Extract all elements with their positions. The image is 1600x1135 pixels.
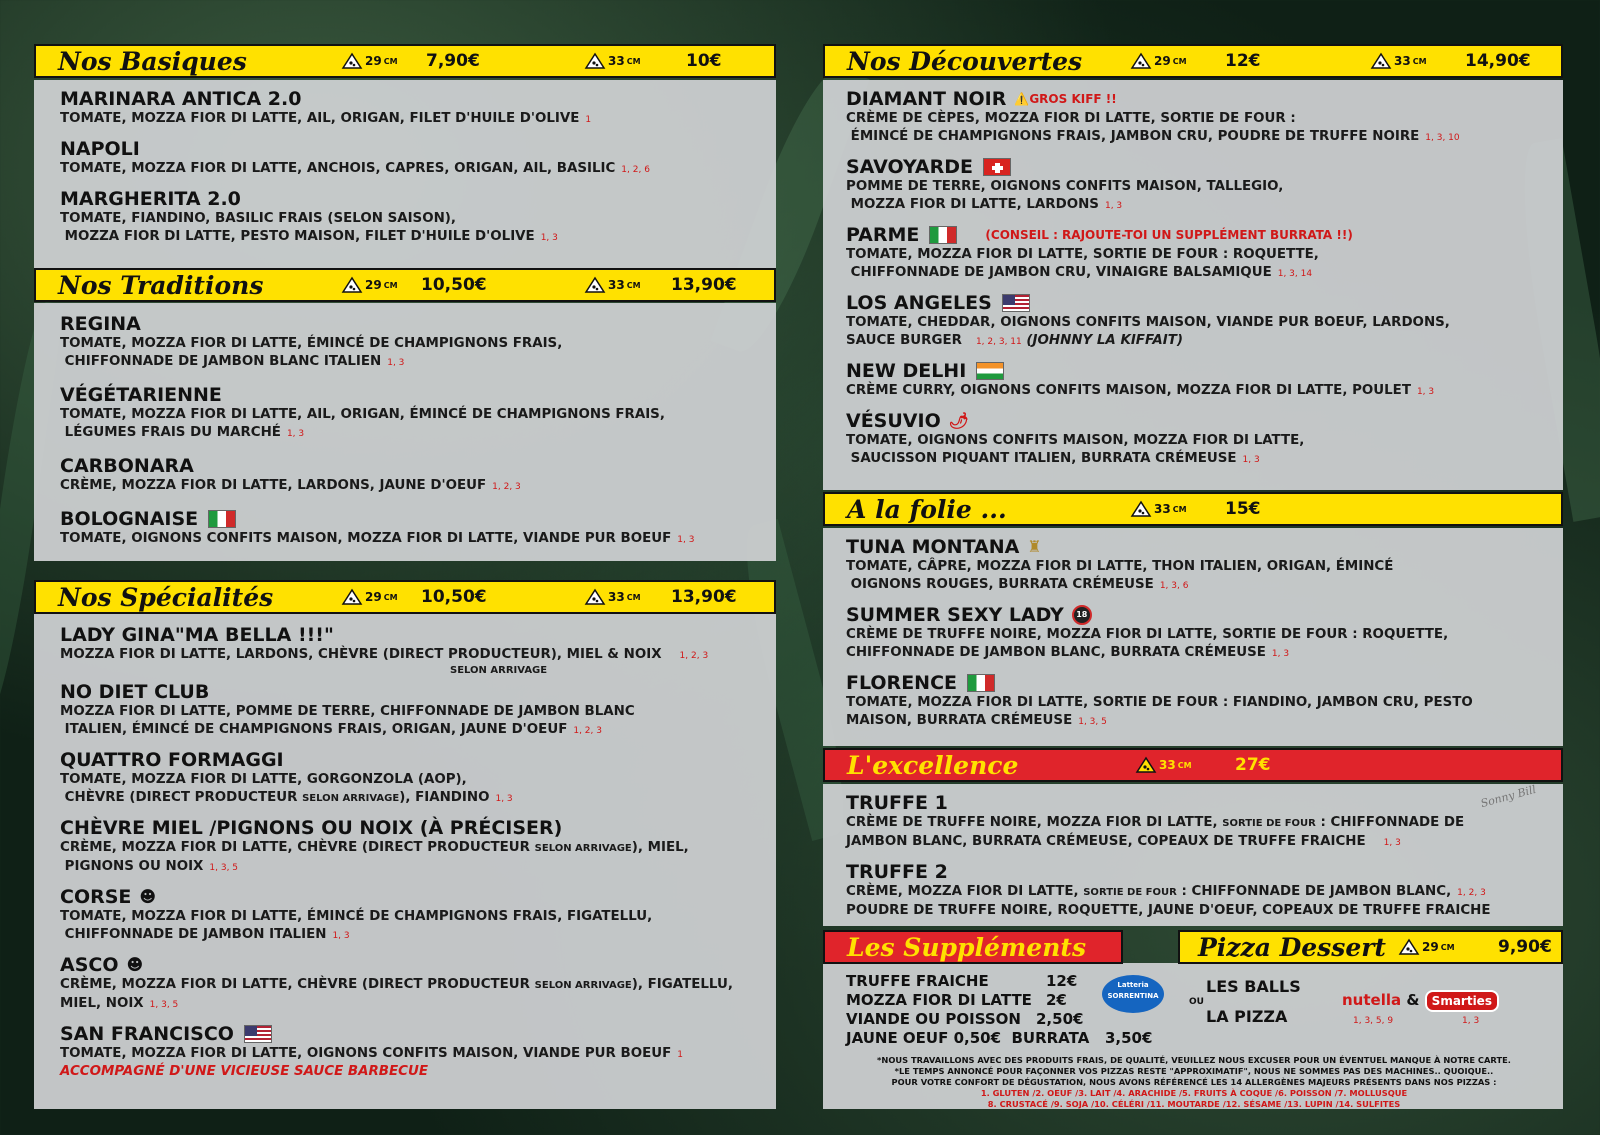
desc-text: CHÈVRE (DIRECT PRODUCTEUR: [64, 790, 303, 805]
desc-text: POUDRE DE TRUFFE NOIRE, ROQUETTE, JAUNE D'OEUF, COPEAUX DE TRUFFE FRAICHE: [846, 903, 1491, 918]
section-title: Nos Découvertes: [847, 46, 1083, 76]
desc-text: TOMATE, MOZZA FIOR DI LATTE, SORTIE DE FOUR : ROQUETTE,: [846, 247, 1319, 262]
india-flag-icon: [976, 362, 1004, 380]
pizza-name: [846, 224, 1558, 246]
desc-text: ), FIGATELLU,: [631, 977, 733, 992]
pizza-desc: [846, 246, 1558, 283]
size-unit: CM: [383, 592, 398, 602]
desc-text: SAUCISSON PIQUANT ITALIEN, BURRATA CRÉMEUSE: [850, 451, 1237, 466]
desc-text: TOMATE, MOZZA FIOR DI LATTE, AIL, ORIGAN, ÉMINCÉ DE CHAMPIGNONS FRAIS,: [60, 407, 665, 422]
desc-text: ), FIANDINO: [399, 790, 490, 805]
menu-item: [60, 749, 775, 808]
desc-text: SORTIE DE FOUR: [1222, 818, 1316, 829]
desc-text: TOMATE, MOZZA FIOR DI LATTE, OIGNONS CONFITS MAISON, VIANDE PUR BOEUF: [60, 1046, 672, 1061]
desc-text: : CHIFFONNADE DE JAMBON BLANC,: [1176, 884, 1452, 899]
pizza-desc: [60, 110, 760, 129]
pizza-name: [846, 156, 1558, 178]
desc-text: CHIFFONNADE DE JAMBON ITALIEN: [64, 927, 327, 942]
legal-line: *NOUS TRAVAILLONS AVEC DES PRODUITS FRAIS, DE QUALITÉ, VEUILLEZ NOUS EXCUSER POUR UN ÉVENTUEL MANQUE À NOTRE CARTE.: [877, 1055, 1511, 1065]
allergens: 1, 2, 3: [1457, 888, 1486, 898]
pizza-name: VÉGÉTARIENNE: [60, 384, 222, 406]
allergens: 1, 3: [1271, 649, 1290, 659]
desc-text: ), MIEL,: [631, 840, 689, 855]
pizza-desc: [60, 703, 775, 740]
allergens: 1, 3: [387, 358, 405, 368]
pizza-name: LADY GINA"MA BELLA !!!": [60, 624, 334, 646]
section-title: Nos Traditions: [58, 270, 264, 300]
pizza-desc: [846, 883, 1558, 920]
pizza-name: NO DIET CLUB: [60, 681, 210, 703]
basiques-header: [34, 44, 776, 78]
allergens: 1, 3: [332, 931, 350, 941]
pizza-name-text: VÉSUVIO: [846, 410, 941, 432]
size-unit: CM: [626, 56, 641, 66]
desc-text: MOZZA FIOR DI LATTE, PESTO MAISON, FILET D'HUILE D'OLIVE: [64, 229, 535, 244]
size-value: 33: [608, 54, 625, 68]
ampersand: &: [1406, 991, 1420, 1009]
allergens: 1, 3: [1242, 455, 1260, 465]
pizza-desc: [846, 110, 1558, 147]
allergens: 1, 3: [677, 535, 695, 545]
pizza-name: [846, 360, 1558, 382]
size-value: 29: [365, 54, 382, 68]
gros-kiff-tag: ⚠️GROS KIFF !!: [1014, 92, 1117, 106]
folie-items: [846, 536, 1558, 740]
menu-item: [846, 672, 1558, 731]
desc-text: TOMATE, MOZZA FIOR DI LATTE, SORTIE DE FOUR : FIANDINO, JAMBON CRU, PESTO: [846, 695, 1473, 710]
pizza-slice-icon: [584, 276, 606, 294]
section-title: Les Suppléments: [847, 932, 1087, 962]
menu-item: [60, 624, 775, 677]
desc-text: MAISON, BURRATA CRÉMEUSE: [846, 713, 1073, 728]
desc-text: TOMATE, MOZZA FIOR DI LATTE, ANCHOIS, CAPRES, ORIGAN, AIL, BASILIC: [60, 161, 616, 176]
pizza-name-text: NEW DELHI: [846, 360, 967, 382]
size-value: 29: [365, 590, 382, 604]
size-unit: CM: [383, 56, 398, 66]
allergens: 1, 3, 14: [1277, 269, 1313, 279]
pizza-name-text: LOS ANGELES: [846, 292, 992, 314]
desc-text: CHIFFONNADE DE JAMBON BLANC ITALIEN: [64, 354, 382, 369]
allergen-list-line: 1. GLUTEN /2. OEUF /3. LAIT /4. ARACHIDE /5. FRUITS À COQUE /6. POISSON /7. MOLLUSQUE: [980, 1088, 1408, 1098]
menu-item: [60, 138, 760, 179]
johnny-note: (JOHNNY LA KIFFAIT): [1026, 333, 1183, 348]
excellence-header: [823, 748, 1563, 782]
pizza-desc: [60, 406, 770, 443]
nutella-allergens: [1353, 1011, 1393, 1030]
size-large: [584, 276, 641, 294]
pizza-name-text: TUNA MONTANA: [846, 536, 1020, 558]
signature: Sonny Bill: [1479, 782, 1538, 811]
desc-text: TOMATE, OIGNONS CONFITS MAISON, MOZZA FIOR DI LATTE,: [846, 433, 1305, 448]
desc-text: CHIFFONNADE DE JAMBON BLANC, BURRATA CRÉMEUSE: [846, 645, 1266, 660]
pizza-desc: [846, 558, 1558, 595]
supplement-row: JAUNE OEUF 0,50€ BURRATA 3,50€: [846, 1029, 1153, 1047]
specialites-header: [34, 580, 776, 614]
allergens: 1, 3: [1462, 1016, 1480, 1026]
pizza-name: [60, 954, 775, 976]
allergens: 1: [585, 115, 592, 125]
desc-text: MOZZA FIOR DI LATTE, LARDONS, CHÈVRE (DIRECT PRODUCTEUR), MIEL & NOIX: [60, 647, 662, 662]
menu-item: [60, 188, 760, 247]
dessert-option-pizza: LA PIZZA: [1206, 1007, 1288, 1026]
pizza-name: [846, 88, 1558, 110]
adults-only-icon: 18: [1072, 605, 1092, 625]
pizza-name-text: DIAMANT NOIR: [846, 88, 1007, 110]
pizza-name: [60, 508, 770, 530]
pizza-name: [846, 604, 1558, 626]
desc-text: : CHIFFONNADE DE: [1315, 815, 1465, 830]
supplements-list: [846, 972, 1153, 1048]
dessert-header: [1178, 930, 1563, 964]
legal-notes: [830, 1055, 1558, 1110]
menu-item: [60, 508, 770, 549]
allergens: 1, 3, 5: [149, 1000, 179, 1010]
menu-item: [846, 604, 1558, 663]
desc-text: PIGNONS OU NOIX: [64, 859, 204, 874]
pizza-name: MARINARA ANTICA 2.0: [60, 88, 302, 110]
folie-header: [823, 492, 1563, 526]
pizza-slice-icon: [1370, 52, 1392, 70]
pizza-slice-icon: [341, 52, 363, 70]
section-title: A la folie ...: [847, 494, 1007, 524]
size-value: 33: [1154, 502, 1171, 516]
menu-item: [60, 384, 770, 443]
price-small: 12€: [1225, 51, 1261, 71]
pizza-name: CARBONARA: [60, 455, 194, 477]
pizza-desc: [60, 1045, 775, 1064]
excellence-items: [846, 792, 1558, 929]
allergens: 1, 3: [1383, 838, 1401, 848]
menu-item: [846, 156, 1558, 215]
allergens: 1, 2, 6: [621, 165, 650, 175]
size-value: 29: [1154, 54, 1171, 68]
desc-text: ÉMINCÉ DE CHAMPIGNONS FRAIS, JAMBON CRU, POUDRE DE TRUFFE NOIRE: [850, 129, 1420, 144]
pizza-name: [60, 886, 775, 908]
size-value: 33: [608, 278, 625, 292]
pizza-slice-icon: [1130, 52, 1152, 70]
desc-text: CRÈME, MOZZA FIOR DI LATTE,: [846, 884, 1084, 899]
desc-text: TOMATE, MOZZA FIOR DI LATTE, ÉMINCÉ DE CHAMPIGNONS FRAIS, FIGATELLU,: [60, 909, 653, 924]
pizza-name: REGINA: [60, 313, 141, 335]
desc-text: ITALIEN, ÉMINCÉ DE CHAMPIGNONS FRAIS, ORIGAN, JAUNE D'OEUF: [64, 722, 568, 737]
menu-item: [60, 681, 775, 740]
size-value: 33: [1159, 758, 1176, 772]
price: 9,90€: [1498, 937, 1552, 957]
basiques-items: [60, 88, 760, 256]
desc-text: JAMBON BLANC, BURRATA CRÉMEUSE, COPEAUX DE TRUFFE FRAICHE: [846, 834, 1366, 849]
desc-text: CRÈME DE TRUFFE NOIRE, MOZZA FIOR DI LATTE,: [846, 815, 1223, 830]
pizza-name: MARGHERITA 2.0: [60, 188, 241, 210]
size-large: [1130, 500, 1187, 518]
pizza-slice-icon: [584, 588, 606, 606]
menu-item: [60, 313, 770, 372]
swiss-flag-icon: [983, 158, 1011, 176]
chili-pepper-icon: 🌶: [948, 411, 970, 430]
pizza-name: [846, 536, 1558, 558]
desc-text: CHIFFONNADE DE JAMBON CRU, VINAIGRE BALSAMIQUE: [850, 265, 1272, 280]
allergens: 1, 3, 6: [1159, 581, 1189, 591]
decouvertes-items: [846, 88, 1558, 478]
menu-item: [846, 792, 1558, 852]
size-large: [584, 588, 641, 606]
desc-text: SELON ARRIVAGE: [302, 793, 400, 804]
allergens: 1, 3: [286, 429, 305, 439]
supplements-header: [823, 930, 1123, 964]
section-title: Nos Basiques: [58, 46, 247, 76]
pizza-name-text: PARME: [846, 224, 920, 246]
price: 15€: [1225, 499, 1261, 519]
pizza-desc: [60, 210, 760, 247]
allergens: 1, 3, 5: [209, 863, 239, 873]
pizza-desc: [846, 814, 1558, 852]
menu-item: [60, 817, 775, 877]
menu-item: [60, 455, 770, 496]
price-small: 10,50€: [421, 275, 487, 295]
usa-flag-icon: [244, 1025, 272, 1043]
desc-text: SELON ARRIVAGE: [534, 980, 632, 991]
price: 27€: [1235, 755, 1271, 775]
allergens: 1, 3: [540, 233, 558, 243]
size-unit: CM: [626, 280, 641, 290]
price-small: 7,90€: [426, 51, 480, 71]
usa-flag-icon: [1002, 294, 1030, 312]
menu-item: [846, 360, 1558, 401]
allergens: 1, 3, 5: [1078, 717, 1107, 727]
size-unit: CM: [1172, 504, 1187, 514]
pizza-slice-icon: [341, 588, 363, 606]
desc-text: TOMATE, MOZZA FIOR DI LATTE, AIL, ORIGAN, FILET D'HUILE D'OLIVE: [60, 111, 580, 126]
nutella-smarties-logos: [1342, 990, 1499, 1012]
desc-text: CRÈME DE CÈPES, MOZZA FIOR DI LATTE, SORTIE DE FOUR :: [846, 111, 1296, 126]
desc-text: MOZZA FIOR DI LATTE, LARDONS: [850, 197, 1099, 212]
menu-item: [846, 292, 1558, 351]
menu-item: [846, 88, 1558, 147]
size-small: [1130, 52, 1187, 70]
menu-item: [60, 88, 760, 129]
desc-text: CRÈME, MOZZA FIOR DI LATTE, CHÈVRE (DIRECT PRODUCTEUR: [60, 840, 535, 855]
decouvertes-header: [823, 44, 1563, 78]
supplement-row: [846, 1010, 1146, 1029]
dessert-option-balls: LES BALLS: [1206, 977, 1301, 996]
supplement-price: 2€: [1046, 991, 1067, 1009]
pizza-slice-icon: [1135, 756, 1157, 774]
pizza-desc: [60, 646, 775, 665]
allergens: 1, 2, 3: [679, 651, 709, 661]
size-value: 29: [1422, 940, 1439, 954]
pizza-name: [846, 672, 1558, 694]
desc-text: TOMATE, CÂPRE, MOZZA FIOR DI LATTE, THON ITALIEN, ORIGAN, ÉMINCÉ: [846, 559, 1394, 574]
pizza-desc: [846, 382, 1558, 401]
pizza-desc: [846, 626, 1558, 663]
price-small: 10,50€: [421, 587, 487, 607]
conseil-tag: (CONSEIL : RAJOUTE-TOI UN SUPPLÉMENT BURRATA !!): [985, 228, 1353, 242]
pizza-slice-icon: [341, 276, 363, 294]
size-value: 33: [608, 590, 625, 604]
desc-text: TOMATE, OIGNONS CONFITS MAISON, MOZZA FIOR DI LATTE, VIANDE PUR BOEUF: [60, 531, 672, 546]
dessert-ou: OU: [1189, 997, 1204, 1007]
size-large: [1135, 756, 1192, 774]
desc-text: TOMATE, CHEDDAR, OIGNONS CONFITS MAISON, VIANDE PUR BOEUF, LARDONS,: [846, 315, 1450, 330]
tuna-can-icon: ♜: [1027, 537, 1042, 556]
corsica-moor-icon: ☻: [126, 955, 144, 974]
pizza-desc: [60, 160, 760, 179]
pizza-slice-icon: [1130, 500, 1152, 518]
allergens: 1: [677, 1050, 684, 1060]
section-title: Nos Spécialités: [58, 582, 274, 612]
desc-text: SELON ARRIVAGE: [534, 843, 632, 854]
size-small: [341, 276, 398, 294]
size-large: [1370, 52, 1427, 70]
desc-text: TOMATE, MOZZA FIOR DI LATTE, ÉMINCÉ DE CHAMPIGNONS FRAIS,: [60, 336, 563, 351]
pizza-desc: [60, 335, 770, 372]
allergens: 1, 2, 3: [492, 482, 521, 492]
pizza-name: TRUFFE 2: [846, 861, 948, 883]
size-unit: CM: [1177, 760, 1192, 770]
pizza-desc: [60, 908, 775, 945]
pizza-desc: [846, 432, 1558, 469]
size-small: [341, 52, 398, 70]
price-large: 14,90€: [1465, 51, 1531, 71]
pizza-name: CHÈVRE MIEL /PIGNONS OU NOIX (À PRÉCISER): [60, 817, 563, 839]
desc-text: SAUCE BURGER: [846, 333, 962, 348]
allergens: 1, 3: [1104, 201, 1123, 211]
pizza-name: QUATTRO FORMAGGI: [60, 749, 284, 771]
italy-flag-icon: [967, 674, 995, 692]
size-large: [584, 52, 641, 70]
pizza-slice-icon: [584, 52, 606, 70]
pizza-desc: [60, 839, 775, 877]
menu-item: [846, 224, 1558, 283]
desc-text: TOMATE, MOZZA FIOR DI LATTE, GORGONZOLA (AOP),: [60, 772, 467, 787]
pizza-name-text: SAVOYARDE: [846, 156, 973, 178]
allergens: 1, 3: [495, 794, 513, 804]
size-unit: CM: [1412, 56, 1427, 66]
desc-text: MOZZA FIOR DI LATTE, POMME DE TERRE, CHIFFONNADE DE JAMBON BLANC: [60, 704, 635, 719]
size-small: [1398, 938, 1455, 956]
allergens: 1, 3, 10: [1425, 133, 1460, 143]
menu-item: [846, 861, 1558, 920]
pizza-name: NAPOLI: [60, 138, 140, 160]
pizza-desc: [846, 314, 1558, 351]
menu-item: [846, 536, 1558, 595]
supplement-row: [846, 991, 1146, 1010]
selon-arrivage-note: SELON ARRIVAGE: [450, 665, 548, 676]
desc-text: OIGNONS ROUGES, BURRATA CRÉMEUSE: [850, 577, 1154, 592]
menu-item: [60, 1023, 775, 1079]
nutella-logo: nutella: [1342, 991, 1402, 1009]
desc-text: CRÈME CURRY, OIGNONS CONFITS MAISON, MOZZA FIOR DI LATTE, POULET: [846, 383, 1411, 398]
pizza-name-text: FLORENCE: [846, 672, 957, 694]
legal-line: POUR VOTRE CONFORT DE DÉGUSTATION, NOUS AVONS RÉFÉRENCÉ LES 14 ALLERGÈNES MAJEURS PRÉSENTS DANS NOS PIZZAS :: [891, 1077, 1497, 1087]
supplement-label: MOZZA FIOR DI LATTE: [846, 991, 1032, 1009]
price-large: 13,90€: [671, 587, 737, 607]
desc-text: CRÈME, MOZZA FIOR DI LATTE, LARDONS, JAUNE D'OEUF: [60, 478, 487, 493]
pizza-name-text: CORSE: [60, 886, 132, 908]
desc-text: LÉGUMES FRAIS DU MARCHÉ: [64, 425, 281, 440]
pizza-name: [846, 410, 1558, 432]
pizza-name: [846, 292, 1558, 314]
pizza-desc: [60, 530, 770, 549]
menu-item: [60, 886, 775, 945]
desc-text: POMME DE TERRE, OIGNONS CONFITS MAISON, TALLEGIO,: [846, 179, 1284, 194]
pizza-desc: [60, 771, 775, 808]
price-large: 10€: [686, 51, 722, 71]
menu-item: [846, 410, 1558, 469]
specialites-items: [60, 624, 775, 1088]
allergens: 1, 3: [1416, 387, 1435, 397]
size-unit: CM: [383, 280, 398, 290]
smarties-logo: Smarties: [1425, 990, 1499, 1012]
pizza-desc: [60, 477, 770, 496]
size-unit: CM: [1172, 56, 1187, 66]
traditions-header: [34, 268, 776, 302]
size-unit: CM: [1440, 942, 1455, 952]
corsica-moor-icon: ☻: [139, 887, 157, 906]
desc-text: TOMATE, FIANDINO, BASILIC FRAIS (SELON SAISON),: [60, 211, 456, 226]
pizza-slice-icon: [1398, 938, 1420, 956]
traditions-items: [60, 313, 770, 558]
smarties-allergens: [1462, 1011, 1479, 1030]
supplement-label: TRUFFE FRAICHE: [846, 972, 989, 990]
legal-line: *LE TEMPS ANNONCÉ POUR FAÇONNER VOS PIZZAS RESTE "APPROXIMATIF", NOUS NE SOMMES PAS DES MACHINES.. QUOIQUE..: [894, 1066, 1494, 1076]
price-large: 13,90€: [671, 275, 737, 295]
sorrentina-logo: Latteria SORRENTINA: [1102, 975, 1164, 1013]
size-small: [341, 588, 398, 606]
bbq-note: ACCOMPAGNÉ D'UNE VICIEUSE SAUCE BARBECUE: [60, 1064, 428, 1079]
size-value: 33: [1394, 54, 1411, 68]
supplement-label: VIANDE OU POISSON: [846, 1010, 1021, 1028]
pizza-desc: [60, 976, 775, 1014]
allergens: 1, 2, 3, 11: [975, 337, 1022, 347]
pizza-name: TRUFFE 1: [846, 792, 948, 814]
desc-text: SORTIE DE FOUR: [1083, 887, 1177, 898]
pizza-name: [60, 1023, 775, 1045]
menu-item: [60, 954, 775, 1014]
size-unit: CM: [626, 592, 641, 602]
pizza-desc: [846, 178, 1558, 215]
section-title: L'excellence: [847, 750, 1019, 780]
desc-text: MIEL, NOIX: [60, 996, 144, 1011]
allergens: 1, 2, 3: [573, 726, 602, 736]
supplement-price: 2,50€: [1036, 1010, 1084, 1028]
pizza-desc: [846, 694, 1558, 731]
italy-flag-icon: [929, 226, 957, 244]
italy-flag-icon: [208, 510, 236, 528]
supplement-row: [846, 972, 1146, 991]
allergens: 1, 3, 5, 9: [1353, 1016, 1394, 1026]
allergen-list-line: 8. CRUSTACÉ /9. SOJA /10. CÉLÉRI /11. MOUTARDE /12. SÉSAME /13. LUPIN /14. SULFITES: [987, 1099, 1401, 1109]
supplement-price: 12€: [1046, 972, 1078, 990]
size-value: 29: [365, 278, 382, 292]
pizza-name-text: SUMMER SEXY LADY: [846, 604, 1064, 626]
pizza-name-text: SAN FRANCISCO: [60, 1023, 234, 1045]
desc-text: CRÈME, MOZZA FIOR DI LATTE, CHÈVRE (DIRECT PRODUCTEUR: [60, 977, 535, 992]
section-title: Pizza Dessert: [1198, 932, 1386, 962]
pizza-name-text: ASCO: [60, 954, 119, 976]
desc-text: CRÈME DE TRUFFE NOIRE, MOZZA FIOR DI LATTE, SORTIE DE FOUR : ROQUETTE,: [846, 627, 1449, 642]
pizza-name-text: BOLOGNAISE: [60, 508, 199, 530]
